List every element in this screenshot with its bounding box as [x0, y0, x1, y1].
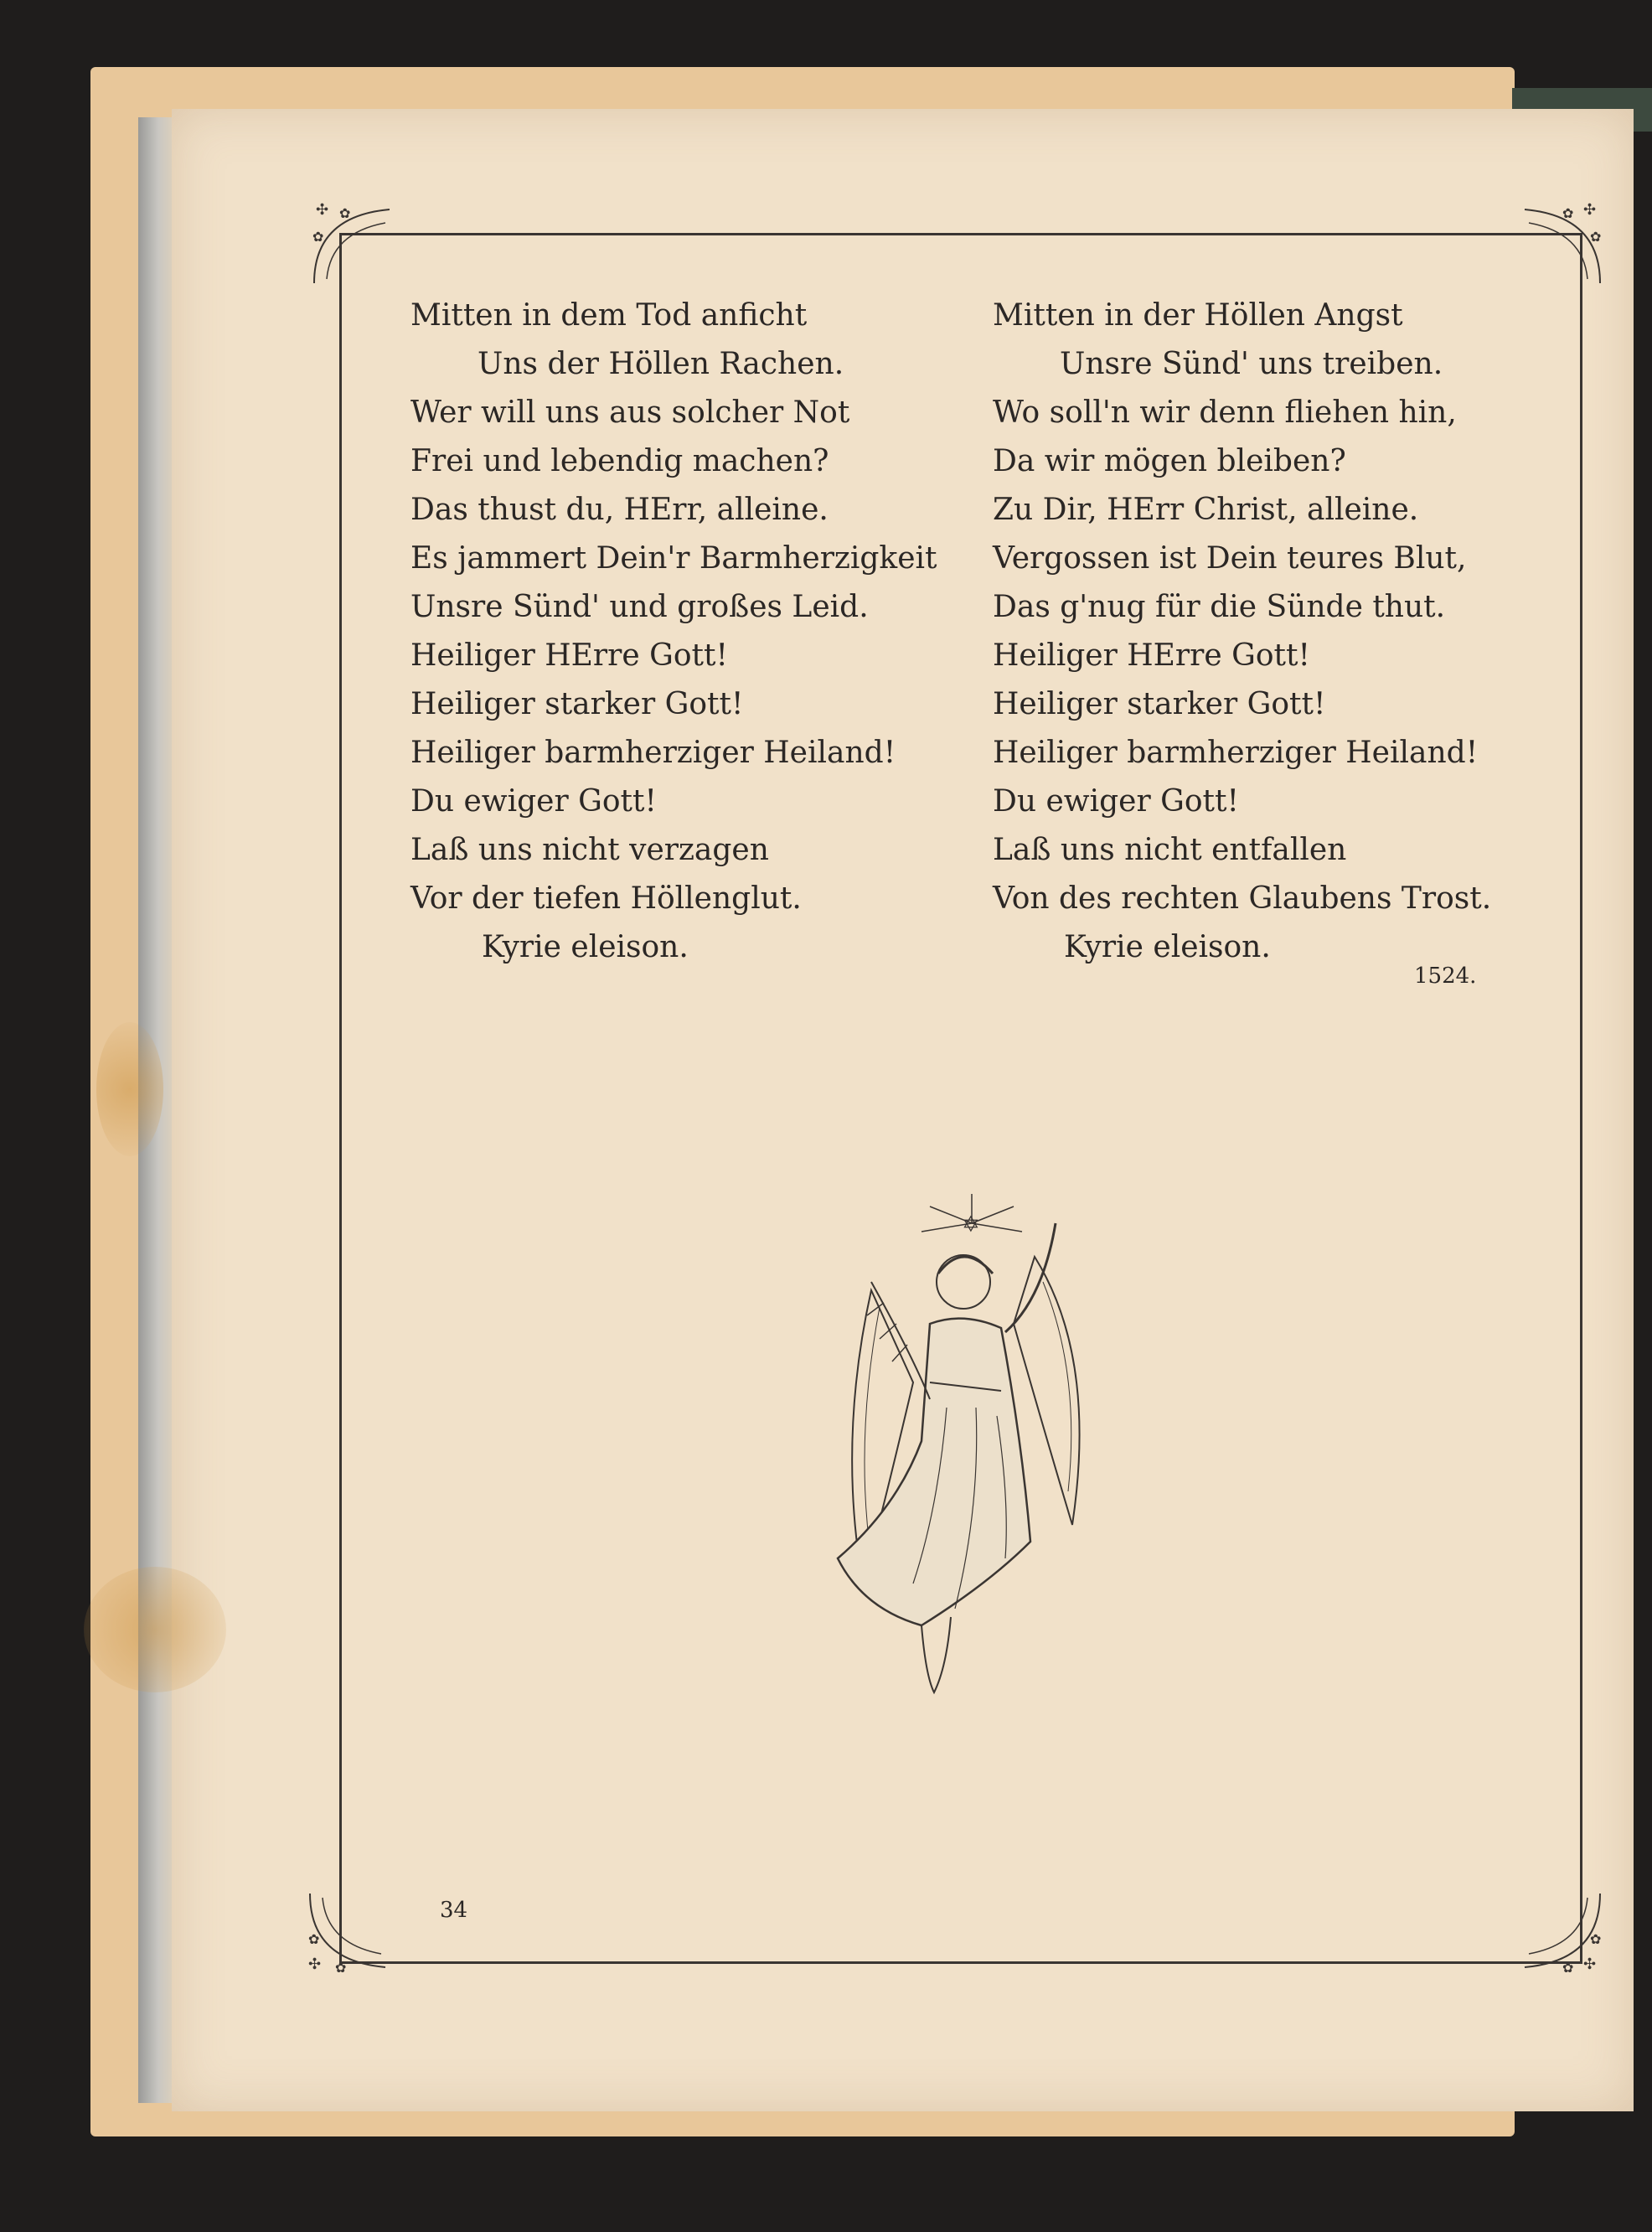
- verse-line: Mitten in der Höllen Angst: [993, 298, 1403, 333]
- svg-text:✣: ✣: [1583, 201, 1597, 219]
- verse-line: Heiliger HErre Gott!: [410, 638, 728, 673]
- water-stain: [96, 1022, 163, 1156]
- svg-text:✣: ✣: [308, 1956, 322, 1973]
- verse-line: Das g'nug für die Sünde thut.: [993, 590, 1446, 624]
- verse-line: Heiliger starker Gott!: [410, 687, 744, 721]
- verse-line: Frei und lebendig machen?: [410, 444, 829, 478]
- svg-text:✿: ✿: [1562, 205, 1574, 221]
- ornament-corner-bottom-left: [302, 1885, 394, 1977]
- verse-line: Vor der tiefen Höllenglut.: [410, 881, 802, 916]
- verse-line: Laß uns nicht verzagen: [410, 833, 769, 867]
- ornament-corner-top-right: [1516, 199, 1608, 292]
- hymn-year: 1524.: [1414, 964, 1477, 989]
- verse-line: Laß uns nicht entfallen: [993, 833, 1347, 867]
- verse-line: Wo soll'n wir denn fliehen hin,: [993, 395, 1457, 430]
- verse-line: Vergossen ist Dein teures Blut,: [993, 541, 1467, 576]
- verse-line: Unsre Sünd' uns treiben.: [1060, 347, 1443, 381]
- water-stain: [84, 1567, 226, 1692]
- verse-line: Uns der Höllen Rachen.: [478, 347, 844, 381]
- svg-text:✣: ✣: [1583, 1956, 1597, 1973]
- verse-line: Heiliger barmherziger Heiland!: [993, 736, 1479, 770]
- svg-text:✿: ✿: [312, 229, 324, 245]
- angel-with-star-icon: [821, 1190, 1114, 1701]
- verse-line: Da wir mögen bleiben?: [993, 444, 1346, 478]
- svg-text:✿: ✿: [1590, 1931, 1602, 1947]
- verse-line: Es jammert Dein'r Barmherzigkeit: [410, 541, 937, 576]
- ornament-corner-top-left: [306, 199, 398, 292]
- verse-line: Heiliger barmherziger Heiland!: [410, 736, 896, 770]
- verse-line: Heiliger starker Gott!: [993, 687, 1326, 721]
- left-stanza: [410, 292, 937, 972]
- svg-text:✿: ✿: [1590, 229, 1602, 245]
- verse-line: Zu Dir, HErr Christ, alleine.: [993, 493, 1419, 527]
- verse-line: Unsre Sünd' und großes Leid.: [410, 590, 869, 624]
- verse-line: Das thust du, HErr, alleine.: [410, 493, 829, 527]
- svg-text:✿: ✿: [339, 205, 351, 221]
- verse-line: Du ewiger Gott!: [410, 784, 657, 819]
- verse-line-kyrie: Kyrie eleison.: [1064, 930, 1271, 964]
- verse-line: Mitten in dem Tod anficht: [410, 298, 808, 333]
- verse-line-kyrie: Kyrie eleison.: [482, 930, 689, 964]
- svg-text:✿: ✿: [308, 1931, 320, 1947]
- svg-text:✡: ✡: [962, 1212, 980, 1237]
- verse-line: Wer will uns aus solcher Not: [410, 395, 850, 430]
- verse-line: Von des rechten Glaubens Trost.: [993, 881, 1492, 916]
- svg-text:✿: ✿: [335, 1960, 347, 1976]
- page-number: 34: [440, 1898, 468, 1923]
- right-stanza: [993, 292, 1491, 972]
- svg-text:✿: ✿: [1562, 1960, 1574, 1976]
- verse-line: Du ewiger Gott!: [993, 784, 1239, 819]
- ornament-corner-bottom-right: [1516, 1885, 1608, 1977]
- verse-line: Heiliger HErre Gott!: [993, 638, 1310, 673]
- svg-text:✣: ✣: [316, 201, 329, 219]
